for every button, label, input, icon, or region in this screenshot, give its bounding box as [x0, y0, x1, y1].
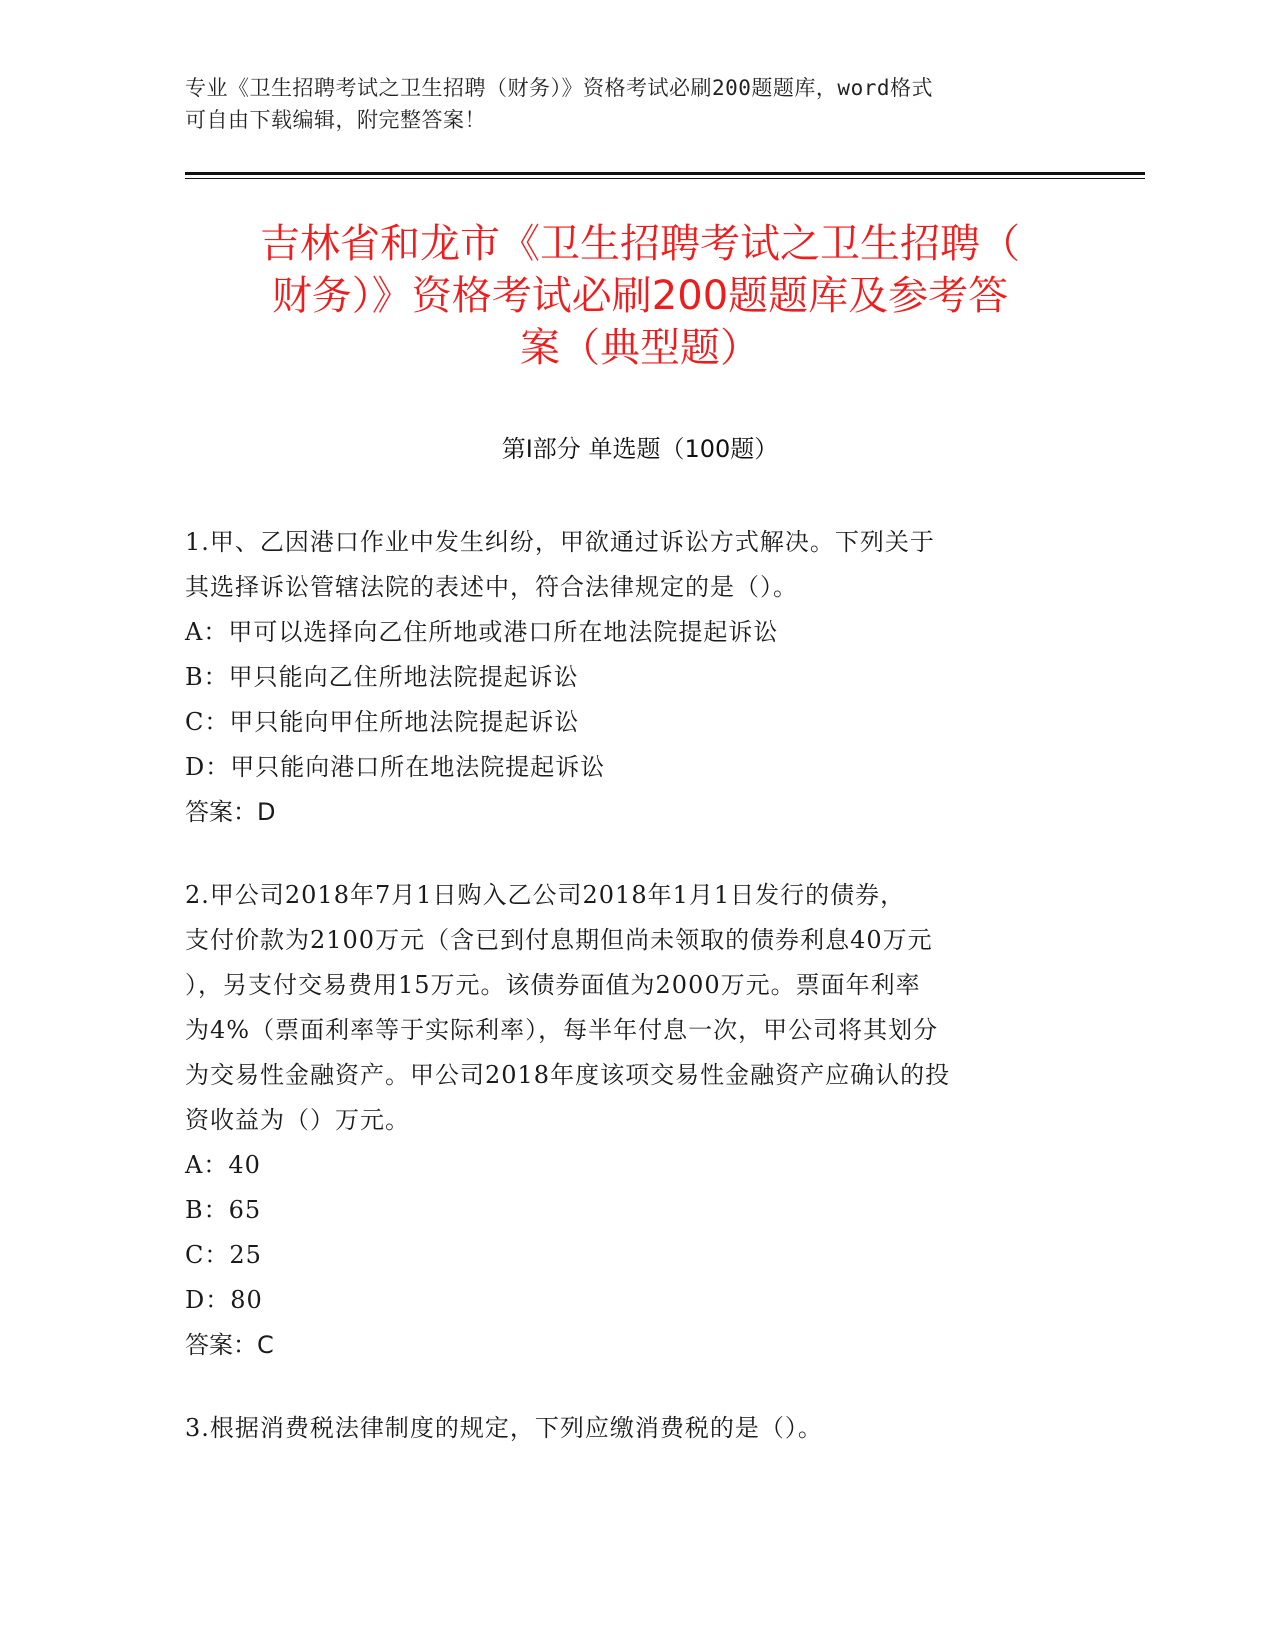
section-title: 第Ⅰ部分 单选题（100题） — [501, 435, 779, 463]
option-a: A：40 — [185, 1151, 261, 1179]
option-d: D：甲只能向港口所在地法院提起诉讼 — [185, 753, 606, 781]
question-list — [185, 520, 1065, 1489]
question-stem-line: 2.甲公司2018年7月1日购入乙公司2018年1月1日发行的债券， — [185, 881, 906, 909]
question-stem-line: 为4%（票面利率等于实际利率），每半年付息一次，甲公司将其划分 — [185, 1016, 939, 1044]
option-d: D：80 — [185, 1286, 263, 1314]
question-stem-line: 其选择诉讼管辖法院的表述中，符合法律规定的是（）。 — [185, 573, 798, 601]
option-c: C：甲只能向甲住所地法院提起诉讼 — [185, 708, 580, 736]
question-stem — [185, 520, 1065, 610]
answer: 答案：D — [185, 798, 276, 826]
option-b: B：65 — [185, 1196, 262, 1224]
question-2 — [185, 873, 1065, 1368]
document-title-line-1: 吉林省和龙市《卫生招聘考试之卫生招聘（ — [260, 221, 1020, 267]
option-b: B：甲只能向乙住所地法院提起诉讼 — [185, 663, 579, 691]
document-title-line-3: 案（典型题） — [520, 325, 760, 371]
question-stem-line: 1.甲、乙因港口作业中发生纠纷，甲欲通过诉讼方式解决。下列关于 — [185, 528, 935, 556]
question-3 — [185, 1406, 1065, 1451]
header-rule-thick — [185, 172, 1145, 175]
header-note-line-2: 可自由下载编辑，附完整答案！ — [185, 108, 486, 132]
document-title-line-2: 财务）》资格考试必刷200题题库及参考答 — [271, 273, 1009, 319]
question-stem-line: 资收益为（）万元。 — [185, 1106, 410, 1134]
document-title — [185, 218, 1095, 374]
question-1 — [185, 520, 1065, 835]
question-stem — [185, 1406, 1065, 1451]
question-stem-line: 支付价款为2100万元（含已到付息期但尚未领取的债券利息40万元 — [185, 926, 933, 954]
question-stem-line: ），另支付交易费用15万元。该债券面值为2000万元。票面年利率 — [185, 971, 921, 999]
question-stem — [185, 873, 1065, 1143]
option-c: C：25 — [185, 1241, 262, 1269]
option-a: A：甲可以选择向乙住所地或港口所在地法院提起诉讼 — [185, 618, 779, 646]
header-note — [185, 72, 1065, 136]
header-note-line-1: 专业《卫生招聘考试之卫生招聘（财务）》资格考试必刷200题题库，word格式 — [185, 76, 933, 100]
answer: 答案：C — [185, 1331, 274, 1359]
question-stem-line: 3.根据消费税法律制度的规定，下列应缴消费税的是（）。 — [185, 1414, 823, 1442]
header-rule-thin — [185, 178, 1145, 179]
question-stem-line: 为交易性金融资产。甲公司2018年度该项交易性金融资产应确认的投 — [185, 1061, 951, 1089]
